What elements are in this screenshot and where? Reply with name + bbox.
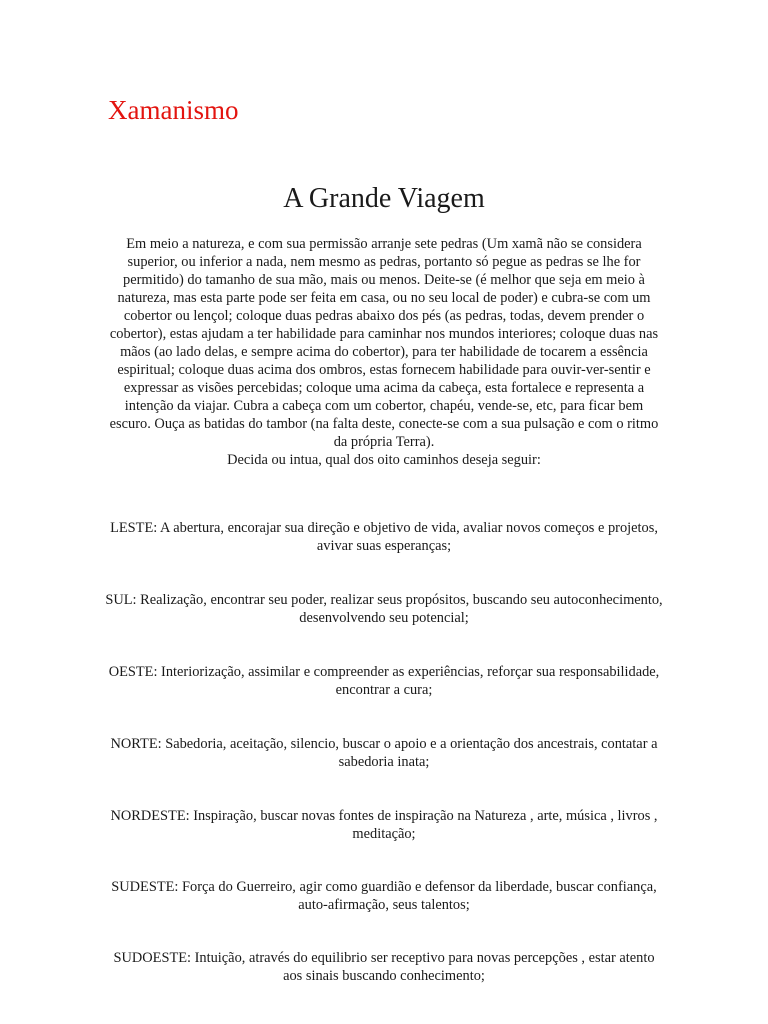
direction-east: LESTE: A abertura, encorajar sua direção e objetivo de vida, avaliar novos começos e projetos, avivar suas esperanças; bbox=[110, 520, 658, 554]
intro-text: Em meio a natureza, e com sua permissão arranje sete pedras (Um xamã não se considera superior, ou inferior a nada, nem mesmo as pedras, portanto só pegue as pedras se lhe for permitido) do tamanho de sua mão, mais ou menos. Deite-se (é melhor que seja em meio à natureza, mas esta parte pode ser feita em casa, ou no seu local de poder) e cubra-se com um cobertor ou lençol; coloque duas pedras abaixo dos pés (as pedras, todas, devem prender o cobertor), estas ajudam a ter habilidade para caminhar nos mundos interiores; coloque duas nas mãos (ao lado delas, e sempre acima do cobertor), para ter habilidade de tocarem a essência espiritual; coloque duas acima dos ombros, estas fornecem habilidade para ouvir-ver-sentir e expressar as visões percebidas; coloque uma acima da cabeça, esta fortalece e representa a intenção da viajar. Cubra a cabeça com um cobertor, chapéu, vende-se, etc, para ficar bem escuro. Ouça as batidas do tambor (na falta deste, conecte-se com a sua pulsação e com o ritmo da própria Terra). Decida ou intua, qual dos oito caminhos deseja seguir: bbox=[109, 236, 659, 468]
document-title: A Grande Viagem bbox=[283, 183, 485, 214]
direction-south: SUL: Realização, encontrar seu poder, realizar seus propósitos, buscando seu autoconhecimento, desenvolvendo seu potencial; bbox=[105, 592, 663, 626]
document-brand-heading: Xamanismo bbox=[108, 95, 239, 125]
intro-paragraph bbox=[104, 235, 664, 469]
direction-west: OESTE: Interiorização, assimilar e compreender as experiências, reforçar sua responsabilidade, encontrar a cura; bbox=[108, 664, 660, 698]
direction-southeast: SUDESTE: Força do Guerreiro, agir como guardião e defensor da liberdade, buscar confiança, auto-afirmação, seus talentos; bbox=[111, 879, 657, 913]
direction-northeast: NORDESTE: Inspiração, buscar novas fontes de inspiração na Natureza , arte, música , livros , meditação; bbox=[110, 808, 658, 842]
direction-north: NORTE: Sabedoria, aceitação, silencio, buscar o apoio e a orientação dos ancestrais, contatar a sabedoria inata; bbox=[110, 736, 658, 770]
direction-southwest: SUDOESTE: Intuição, através do equilibrio ser receptivo para novas percepções , estar atento aos sinais buscando conhecimento; bbox=[113, 950, 655, 984]
